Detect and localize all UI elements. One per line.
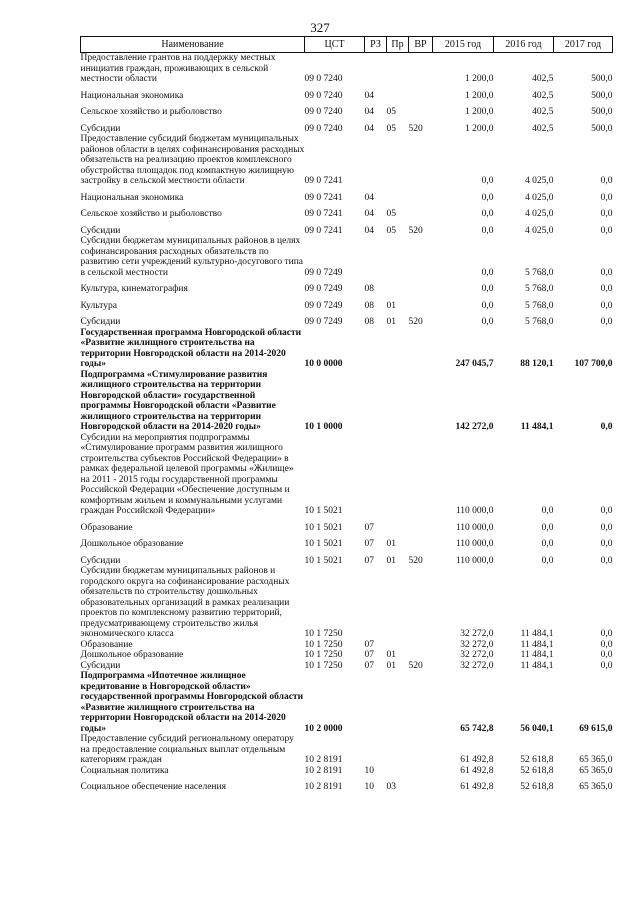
row-2015-cell: 142 272,0 xyxy=(455,422,494,432)
row-rz-cell: 07 xyxy=(364,660,374,671)
row-pr-cell xyxy=(387,278,409,295)
row-name-cell: Предоставление субсидий региональному оператору на предоставление социальных выплат отдельным категориям граждан xyxy=(80,734,294,765)
row-2017-cell: 65 365,0 xyxy=(579,765,613,776)
table-body xyxy=(81,53,613,793)
header-pr: Пр xyxy=(387,37,409,53)
table-row xyxy=(81,640,613,651)
row-2016-cell: 5 768,0 xyxy=(525,284,554,294)
row-2016-cell: 11 484,1 xyxy=(520,650,554,660)
row-2015-cell: 0,0 xyxy=(481,317,494,327)
table-row xyxy=(81,101,613,118)
row-vr-cell xyxy=(409,328,433,370)
row-cst-cell: 09 0 7241 xyxy=(304,225,343,236)
row-2016-cell: 52 618,8 xyxy=(520,782,554,792)
row-2016-cell: 56 040,1 xyxy=(520,723,554,734)
row-vr-cell xyxy=(409,533,433,550)
row-vr-cell xyxy=(409,671,433,734)
row-name-cell: Национальная экономика xyxy=(80,192,184,203)
row-2015-cell: 0,0 xyxy=(481,192,494,203)
row-pr-cell xyxy=(387,53,409,85)
table-row xyxy=(81,734,613,766)
row-2017-cell: 0,0 xyxy=(600,629,613,639)
row-cst-cell: 09 0 7240 xyxy=(304,107,343,117)
row-cst-cell: 10 1 5021 xyxy=(304,555,343,566)
row-rz-cell: 08 xyxy=(364,284,374,294)
row-2017-cell: 0,0 xyxy=(600,506,613,516)
header-2016: 2016 год xyxy=(494,37,554,53)
row-pr-cell: 05 xyxy=(386,123,396,134)
row-pr-cell: 05 xyxy=(386,209,396,219)
row-vr-cell xyxy=(409,433,433,517)
row-name-cell: Субсидии xyxy=(80,317,121,327)
row-2016-cell: 0,0 xyxy=(541,555,554,566)
row-name-cell: Субсидии xyxy=(80,555,121,566)
row-vr-cell: 520 xyxy=(408,660,423,671)
row-2015-cell: 61 492,8 xyxy=(460,765,494,776)
row-2016-cell: 52 618,8 xyxy=(520,755,554,765)
row-2015-cell: 1 200,0 xyxy=(465,90,494,101)
page-number: 327 xyxy=(310,20,330,35)
row-cst-cell: 10 2 8191 xyxy=(304,765,343,776)
row-2015-cell: 32 272,0 xyxy=(460,660,494,671)
row-rz-cell xyxy=(365,134,387,187)
header-vr: ВР xyxy=(409,37,433,53)
row-2017-cell: 500,0 xyxy=(591,107,613,117)
row-pr-cell xyxy=(387,640,409,651)
row-name-cell: Образование xyxy=(80,522,133,533)
row-name-cell: Государственная программа Новгородской области «Развитие жилищного строительства на территории Новгородской области на 2014-2020 годы» xyxy=(80,327,302,369)
row-rz-cell: 04 xyxy=(364,192,374,203)
table-row xyxy=(81,53,613,85)
row-2016-cell: 11 484,1 xyxy=(520,660,554,671)
row-2015-cell: 1 200,0 xyxy=(465,123,494,134)
row-2017-cell: 69 615,0 xyxy=(579,723,613,734)
row-cst-cell: 09 0 7249 xyxy=(304,267,343,278)
table-row xyxy=(81,517,613,534)
row-2017-cell: 500,0 xyxy=(591,74,613,84)
row-2015-cell: 110 000,0 xyxy=(455,522,494,533)
row-vr-cell xyxy=(409,236,433,278)
row-vr-cell xyxy=(409,776,433,793)
row-name-cell: Национальная экономика xyxy=(80,90,184,101)
table-row xyxy=(81,278,613,295)
row-2016-cell: 5 768,0 xyxy=(525,267,554,278)
row-2017-cell: 0,0 xyxy=(600,176,613,186)
row-2015-cell: 1 200,0 xyxy=(465,107,494,117)
row-pr-cell: 05 xyxy=(386,225,396,236)
row-name-cell: Дошкольное образование xyxy=(80,650,184,660)
row-2016-cell: 4 025,0 xyxy=(525,209,554,219)
table-row xyxy=(81,533,613,550)
row-2017-cell: 0,0 xyxy=(600,522,613,533)
table-row xyxy=(81,370,613,433)
row-2016-cell: 402,5 xyxy=(532,123,554,134)
row-2017-cell: 500,0 xyxy=(591,123,613,134)
row-cst-cell: 09 0 7241 xyxy=(304,209,343,219)
row-2017-cell: 107 700,0 xyxy=(574,359,613,369)
row-name-cell: Субсидии xyxy=(80,123,121,134)
row-vr-cell xyxy=(409,203,433,220)
table-row xyxy=(81,187,613,204)
row-2015-cell: 65 742,8 xyxy=(460,723,494,734)
row-rz-cell: 10 xyxy=(364,782,374,792)
row-cst-cell: 10 0 0000 xyxy=(304,359,343,369)
row-rz-cell: 07 xyxy=(364,639,374,650)
row-2015-cell: 0,0 xyxy=(481,176,494,186)
row-pr-cell: 01 xyxy=(386,539,396,549)
row-name-cell: Образование xyxy=(80,639,133,650)
row-cst-cell: 09 0 7241 xyxy=(304,192,343,203)
row-name-cell: Подпрограмма «Ипотечное жилищное кредитование в Новгородской области» государственной программы Новгородской области «Развитие жилищного строительства на территории Новгородской области на 2014-2020 годы» xyxy=(80,671,304,734)
table-row xyxy=(81,85,613,102)
row-rz-cell: 07 xyxy=(364,555,374,566)
row-pr-cell xyxy=(387,187,409,204)
row-cst-cell: 09 0 7249 xyxy=(304,284,343,294)
row-name-cell: Подпрограмма «Стимулирование развития жилищного строительства на территории Новгородской области» государственной программы Новгородской области «Развитие жилищного строительства на территории Новгородской области на 2014-2020 годы» xyxy=(80,369,276,432)
row-pr-cell xyxy=(387,134,409,187)
table-row xyxy=(81,650,613,661)
header-cst: ЦСТ xyxy=(305,37,365,53)
row-2015-cell: 110 000,0 xyxy=(455,555,494,566)
table-row xyxy=(81,311,613,328)
row-2016-cell: 11 484,1 xyxy=(520,422,554,432)
row-2016-cell: 4 025,0 xyxy=(525,176,554,186)
row-pr-cell xyxy=(387,433,409,517)
row-pr-cell: 01 xyxy=(386,650,396,660)
row-2017-cell: 0,0 xyxy=(600,539,613,549)
row-pr-cell: 01 xyxy=(386,317,396,327)
row-vr-cell xyxy=(409,517,433,534)
row-cst-cell: 09 0 7240 xyxy=(304,74,343,84)
row-cst-cell: 09 0 7240 xyxy=(304,123,343,134)
row-rz-cell: 04 xyxy=(364,90,374,101)
row-cst-cell: 10 2 8191 xyxy=(304,782,343,792)
row-rz-cell xyxy=(365,734,387,766)
row-cst-cell: 10 1 0000 xyxy=(304,422,343,432)
row-cst-cell: 10 1 7250 xyxy=(304,650,343,660)
row-cst-cell: 10 2 8191 xyxy=(304,755,343,765)
row-2017-cell: 0,0 xyxy=(600,650,613,660)
row-name-cell: Субсидии бюджетам муниципальных районов в целях софинансирования расходных обязательств по развитию сети учреждений культурно-досугового типа в сельской местности xyxy=(80,236,304,278)
row-name-cell: Субсидии xyxy=(80,660,121,671)
row-rz-cell: 08 xyxy=(364,317,374,327)
row-2017-cell: 0,0 xyxy=(600,639,613,650)
table-row xyxy=(81,295,613,312)
row-2015-cell: 32 272,0 xyxy=(460,650,494,660)
row-name-cell: Субсидии бюджетам муниципальных районов и городского округа на софинансирование расходных обязательств по строительству дошкольных образовательных организаций в рамках реализации проектов по комплексному развитию территорий, предусматривающему строительство жилья экономического класса xyxy=(80,566,290,639)
row-2016-cell: 11 484,1 xyxy=(520,629,554,639)
row-2016-cell: 52 618,8 xyxy=(520,765,554,776)
row-2017-cell: 0,0 xyxy=(600,317,613,327)
table-row xyxy=(81,776,613,793)
row-2015-cell: 0,0 xyxy=(481,209,494,219)
row-rz-cell: 10 xyxy=(364,765,374,776)
table-row xyxy=(81,203,613,220)
row-2016-cell: 0,0 xyxy=(541,506,554,516)
table-row xyxy=(81,118,613,135)
row-name-cell: Сельское хозяйство и рыболовство xyxy=(80,209,222,219)
budget-table xyxy=(80,36,613,793)
row-rz-cell: 07 xyxy=(364,522,374,533)
row-2015-cell: 0,0 xyxy=(481,225,494,236)
row-2017-cell: 0,0 xyxy=(600,267,613,278)
row-name-cell: Социальная политика xyxy=(80,765,169,776)
table-row xyxy=(81,220,613,237)
row-2015-cell: 32 272,0 xyxy=(460,629,494,639)
row-pr-cell xyxy=(387,328,409,370)
row-rz-cell xyxy=(365,566,387,640)
row-2016-cell: 0,0 xyxy=(541,539,554,549)
row-2016-cell: 5 768,0 xyxy=(525,300,554,311)
row-2015-cell: 110 000,0 xyxy=(455,506,494,516)
row-pr-cell xyxy=(387,734,409,766)
row-vr-cell xyxy=(409,134,433,187)
row-2015-cell: 61 492,8 xyxy=(460,755,494,765)
row-2016-cell: 402,5 xyxy=(532,107,554,117)
row-pr-cell xyxy=(387,517,409,534)
row-vr-cell xyxy=(409,101,433,118)
row-2015-cell: 247 045,7 xyxy=(455,359,494,369)
row-vr-cell: 520 xyxy=(408,555,423,566)
row-vr-cell xyxy=(409,187,433,204)
row-rz-cell xyxy=(365,53,387,85)
table-row xyxy=(81,236,613,278)
row-rz-cell: 07 xyxy=(364,539,374,549)
row-vr-cell xyxy=(409,295,433,312)
table-row xyxy=(81,671,613,734)
row-cst-cell: 10 1 7250 xyxy=(304,639,343,650)
table-row xyxy=(81,566,613,640)
table-row xyxy=(81,328,613,370)
row-pr-cell: 01 xyxy=(386,555,396,566)
table-row xyxy=(81,661,613,672)
row-2017-cell: 0,0 xyxy=(600,209,613,219)
row-2017-cell: 0,0 xyxy=(600,192,613,203)
row-2017-cell: 0,0 xyxy=(600,284,613,294)
row-2016-cell: 402,5 xyxy=(532,74,554,84)
row-vr-cell xyxy=(409,278,433,295)
row-pr-cell: 05 xyxy=(386,107,396,117)
header-2015: 2015 год xyxy=(433,37,494,53)
row-2015-cell: 0,0 xyxy=(481,267,494,278)
row-pr-cell: 03 xyxy=(386,782,396,792)
row-vr-cell xyxy=(409,370,433,433)
row-vr-cell xyxy=(409,566,433,640)
row-pr-cell: 01 xyxy=(386,660,396,671)
row-name-cell: Культура, кинематография xyxy=(80,284,188,294)
table-row xyxy=(81,550,613,567)
row-2016-cell: 4 025,0 xyxy=(525,225,554,236)
row-rz-cell xyxy=(365,328,387,370)
table-row xyxy=(81,433,613,517)
row-rz-cell: 04 xyxy=(364,225,374,236)
row-2017-cell: 0,0 xyxy=(600,555,613,566)
row-rz-cell xyxy=(365,671,387,734)
row-rz-cell: 04 xyxy=(364,107,374,117)
row-name-cell: Культура xyxy=(80,300,117,311)
row-rz-cell: 07 xyxy=(364,650,374,660)
row-2017-cell: 65 365,0 xyxy=(579,755,613,765)
row-cst-cell: 10 1 5021 xyxy=(304,539,343,549)
row-pr-cell xyxy=(387,671,409,734)
table-header-row xyxy=(81,37,613,53)
row-rz-cell xyxy=(365,236,387,278)
row-rz-cell: 08 xyxy=(364,300,374,311)
row-name-cell: Предоставление грантов на поддержку местных инициатив граждан, проживающих в сельской местности области xyxy=(80,53,276,84)
row-pr-cell xyxy=(387,566,409,640)
row-2017-cell: 0,0 xyxy=(600,225,613,236)
row-2017-cell: 0,0 xyxy=(600,422,613,432)
row-name-cell: Дошкольное образование xyxy=(80,539,184,549)
row-cst-cell: 09 0 7241 xyxy=(304,176,343,186)
row-cst-cell: 09 0 7249 xyxy=(304,317,343,327)
row-name-cell: Субсидии xyxy=(80,225,121,236)
row-2015-cell: 0,0 xyxy=(481,300,494,311)
row-vr-cell xyxy=(409,85,433,102)
header-rz: РЗ xyxy=(365,37,387,53)
row-pr-cell xyxy=(387,766,409,777)
row-name-cell: Сельское хозяйство и рыболовство xyxy=(80,107,222,117)
row-cst-cell: 10 1 7250 xyxy=(304,660,343,671)
row-cst-cell: 10 1 7250 xyxy=(304,629,343,639)
row-2015-cell: 1 200,0 xyxy=(465,74,494,84)
row-pr-cell xyxy=(387,236,409,278)
row-cst-cell: 10 1 5021 xyxy=(304,506,343,516)
row-rz-cell: 04 xyxy=(364,123,374,134)
row-2017-cell: 500,0 xyxy=(591,90,613,101)
table-row xyxy=(81,134,613,187)
row-cst-cell: 09 0 7240 xyxy=(304,90,343,101)
row-2015-cell: 61 492,8 xyxy=(460,782,494,792)
table-row xyxy=(81,766,613,777)
row-2016-cell: 4 025,0 xyxy=(525,192,554,203)
row-name-cell: Предоставление субсидий бюджетам муниципальных районов области в целях софинансирования расходных обязательств на реализацию проектов комплексного обустройства площадок под компактную жилищную застройку в сельской местности области xyxy=(80,134,305,186)
row-cst-cell: 10 2 0000 xyxy=(304,723,343,734)
row-2017-cell: 0,0 xyxy=(600,660,613,671)
row-rz-cell xyxy=(365,433,387,517)
header-name: Наименование xyxy=(81,37,305,53)
row-vr-cell: 520 xyxy=(408,123,423,134)
row-2017-cell: 0,0 xyxy=(600,300,613,311)
row-2016-cell: 11 484,1 xyxy=(520,639,554,650)
row-name-cell: Субсидии на мероприятия подпрограммы «Стимулирование программ развития жилищного строительства субъектов Российской Федерации» в рамках федеральной целевой программы «Жилище» на 2011 - 2015 годы государственной программы Российской Федерации «Обеспечение доступным и комфортным жильем и коммунальными услугами граждан Российской Федерации» xyxy=(80,432,294,516)
row-rz-cell xyxy=(365,370,387,433)
row-2016-cell: 88 120,1 xyxy=(520,359,554,369)
row-2015-cell: 110 000,0 xyxy=(455,539,494,549)
header-2017: 2017 год xyxy=(554,37,613,53)
row-vr-cell: 520 xyxy=(408,317,423,327)
row-vr-cell: 520 xyxy=(408,225,423,236)
row-vr-cell xyxy=(409,640,433,651)
row-vr-cell xyxy=(409,734,433,766)
row-2016-cell: 402,5 xyxy=(532,90,554,101)
row-pr-cell: 01 xyxy=(386,300,396,311)
row-2016-cell: 5 768,0 xyxy=(525,317,554,327)
row-vr-cell xyxy=(409,650,433,661)
row-cst-cell: 09 0 7249 xyxy=(304,300,343,311)
row-2017-cell: 65 365,0 xyxy=(579,782,613,792)
row-name-cell: Социальное обеспечение населения xyxy=(80,782,226,792)
row-rz-cell: 04 xyxy=(364,209,374,219)
row-vr-cell xyxy=(409,53,433,85)
row-vr-cell xyxy=(409,766,433,777)
row-2015-cell: 32 272,0 xyxy=(460,639,494,650)
row-2015-cell: 0,0 xyxy=(481,284,494,294)
row-2016-cell: 0,0 xyxy=(541,522,554,533)
row-pr-cell xyxy=(387,370,409,433)
row-cst-cell: 10 1 5021 xyxy=(304,522,343,533)
row-pr-cell xyxy=(387,85,409,102)
